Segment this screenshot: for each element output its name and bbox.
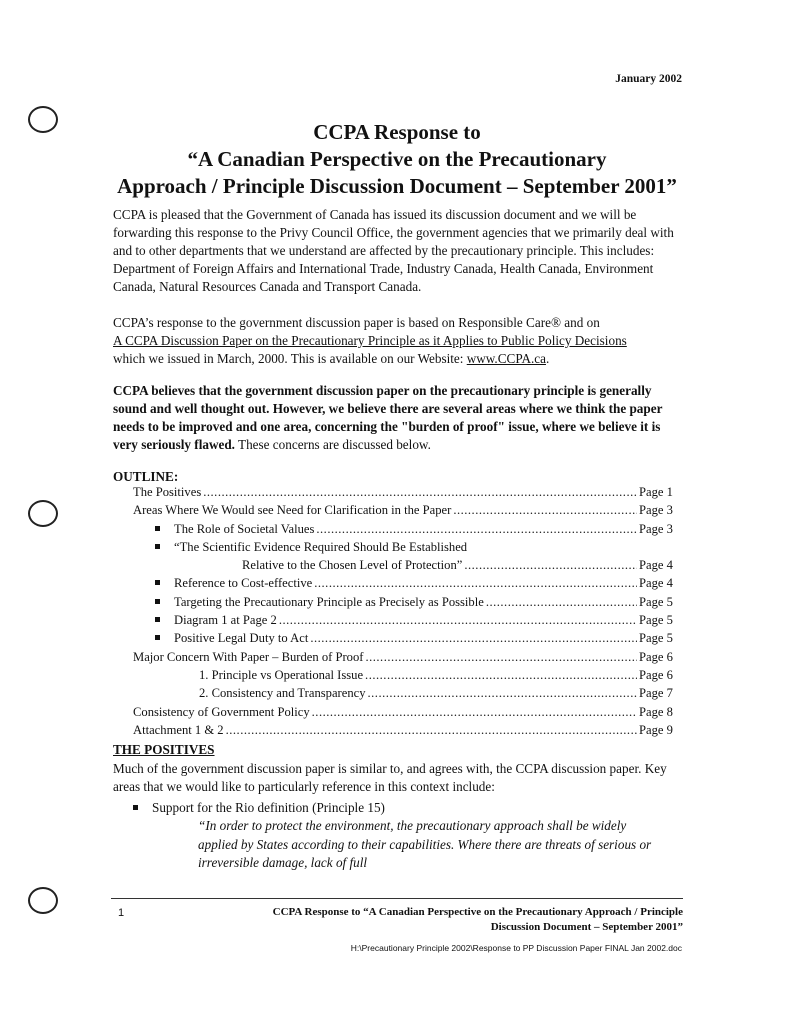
outline-item[interactable]: 2. Consistency and Transparency ..... Page 7 — [113, 686, 683, 704]
key-statement-tail: These concerns are discussed below. — [234, 437, 431, 452]
title-line-2: “A Canadian Perspective on the Precautionary — [187, 147, 607, 171]
key-statement: CCPA believes that the government discussion paper on the precautionary principle is generally sound and well thought out. However, we believe there are several areas where we think the paper needs to be improved and one area, concerning the "burden of proof" issue, where we believe it is very seriously flawed. — [113, 383, 663, 452]
outline-item[interactable]: The Role of Societal Values ..... Page 3 — [113, 522, 683, 540]
outline-item[interactable]: 1. Principle vs Operational Issue ..... Page 6 — [113, 668, 683, 686]
footer-title: CCPA Response to “A Canadian Perspective on the Precautionary Approach / Principle Discussion Document – September 2001” — [272, 906, 683, 933]
outline-item[interactable]: The Positives ..... Page 1 — [113, 485, 683, 503]
title-line-1: CCPA Response to — [313, 120, 481, 144]
document-title — [0, 119, 794, 200]
positives-body: Much of the government discussion paper is similar to, and agrees with, the CCPA discussion paper. Key areas that we would like to particularly reference in this context include: — [113, 761, 667, 794]
intro-p2-start: CCPA’s response to the government discussion paper is based on Responsible Care® and on — [113, 315, 600, 330]
intro-p2-end: which we issued in March, 2000. This is available on our Website: — [113, 351, 467, 366]
website-link[interactable]: www.CCPA.ca — [466, 351, 546, 366]
outline-item[interactable]: Diagram 1 at Page 2 ..... Page 5 — [113, 613, 683, 631]
intro-paragraph-3 — [113, 382, 683, 454]
page-number: 1 — [118, 907, 125, 919]
outline-item[interactable]: Reference to Cost-effective ..... Page 4 — [113, 576, 683, 594]
outline-heading: OUTLINE: — [113, 469, 179, 484]
bullet-icon — [155, 617, 160, 622]
section-heading-positives: THE POSITIVES — [113, 742, 215, 757]
outline-item[interactable]: Attachment 1 & 2 ..... Page 9 — [113, 723, 683, 741]
bullet-icon — [155, 635, 160, 640]
bullet-icon — [133, 805, 138, 810]
intro-paragraph-1: CCPA is pleased that the Government of Canada has issued its discussion document and we will be forwarding this response to the Privy Council Office, the government agencies that we primarily deal with and to other departments that we understand are affected by the precautionary principle. This includes: Department of Foreign Affairs and International Trade, Industry Canada, Health Canada, Environment Canada, Natural Resources Canada and Transport Canada. — [113, 207, 674, 294]
document-date: January 2002 — [615, 73, 682, 85]
bullet-icon — [155, 580, 160, 585]
punch-hole-bottom — [28, 887, 58, 914]
outline-item[interactable]: Positive Legal Duty to Act ..... Page 5 — [113, 631, 683, 649]
positives-bullet: Support for the Rio definition (Principle 15) — [133, 799, 673, 817]
outline-item[interactable]: “The Scientific Evidence Required Should Be Established — [113, 540, 683, 558]
punch-hole-middle — [28, 500, 58, 527]
bullet-icon — [155, 526, 160, 531]
outline-item[interactable]: Consistency of Government Policy ..... Page 8 — [113, 705, 683, 723]
footer-file-path: H:\Precautionary Principle 2002\Response to PP Discussion Paper FINAL Jan 2002.doc — [350, 943, 682, 953]
rio-definition-quote: “In order to protect the environment, the precautionary approach shall be widely applied by States according to their capabilities. Where there are threats of serious or irreversible damage, lack of full — [198, 818, 652, 870]
discussion-paper-title-link[interactable]: A CCPA Discussion Paper on the Precautionary Principle as it Applies to Public Policy Decisions — [113, 333, 627, 348]
outline-item[interactable]: Targeting the Precautionary Principle as Precisely as Possible ..... Page 5 — [113, 595, 683, 613]
outline-list — [113, 485, 683, 741]
outline-item[interactable]: Major Concern With Paper – Burden of Proof ..... Page 6 — [113, 650, 683, 668]
outline-item[interactable]: Areas Where We Would see Need for Clarification in the Paper ..... Page 3 — [113, 503, 683, 521]
title-line-3: Approach / Principle Discussion Document – September 2001” — [117, 174, 677, 198]
outline-item[interactable]: Relative to the Chosen Level of Protection” ..... Page 4 — [113, 558, 683, 576]
footer-divider — [111, 898, 683, 899]
intro-paragraph-2: CCPA’s response to the government discussion paper is based on Responsible Care® and on A CCPA Discussion Paper on the Precautionary Principle as it Applies to Public Policy Decisions which we issued in March, 2000. This is available on our Website: www.CCPA.ca. — [113, 315, 627, 366]
bullet-icon — [155, 544, 160, 549]
bullet-icon — [155, 599, 160, 604]
